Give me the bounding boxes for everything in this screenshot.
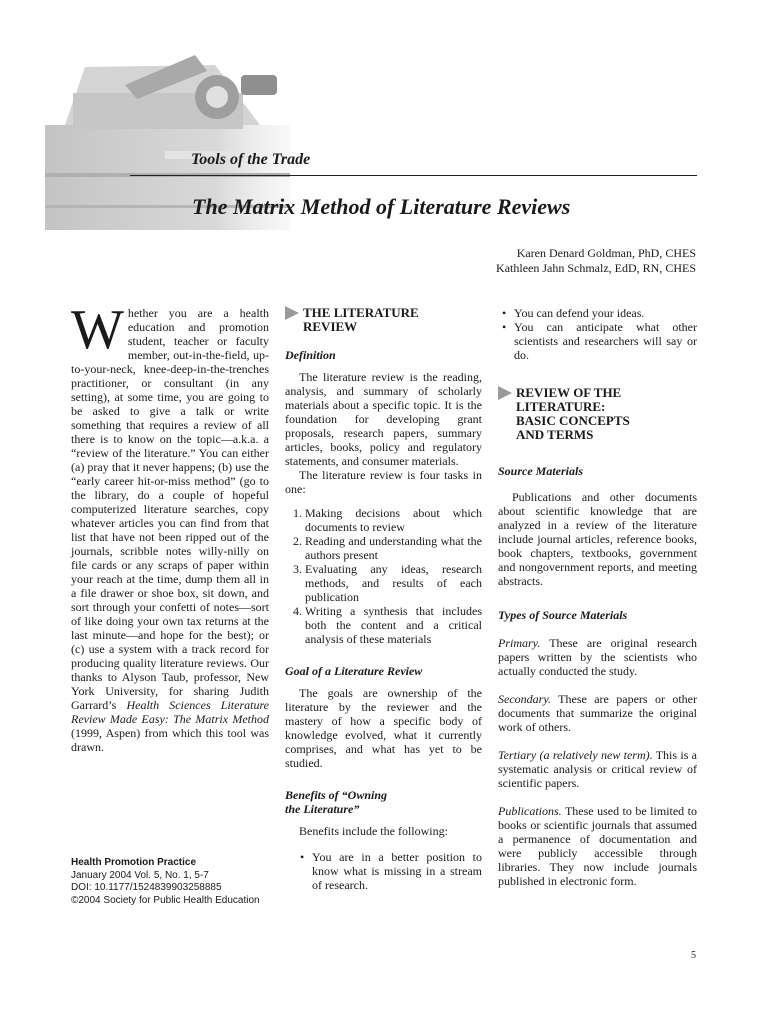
triangle-marker-icon [285, 306, 299, 320]
author-list [496, 246, 696, 276]
definition-text: These used to be limited to books or scientific journals that assumed a permanence of documentation and were publicly accessible through libraries. They now include journals published in electronic form. [498, 804, 697, 888]
term: Primary. [498, 636, 541, 650]
column-3 [498, 306, 697, 888]
goal-paragraph: The goals are ownership of the literature by the reviewer and the mastery of how a specific body of knowledge evolved, what it currently comprises, and what has yet to be studied. [285, 686, 482, 770]
article-title: The Matrix Method of Literature Reviews [192, 194, 571, 219]
term: Tertiary (a relatively new term). [498, 748, 653, 762]
primary-paragraph [498, 636, 697, 678]
journal-info [71, 857, 260, 907]
list-item: 3. Evaluating any ideas, research methods, and results of each publication [305, 562, 482, 604]
book-title: Health Sciences Literature Review Made Easy: The Matrix Method [71, 698, 269, 726]
benefits-list-continued [498, 306, 697, 362]
journal-name: Health Promotion Practice [71, 857, 197, 868]
header-rule [130, 175, 697, 176]
drop-cap: W [71, 299, 124, 361]
author-name: Kathleen Jahn Schmalz, EdD, RN, CHES [496, 261, 696, 275]
term: Secondary. [498, 692, 551, 706]
section-heading [498, 386, 697, 442]
definition-text: This is a systematic analysis or critical review of scientific papers. [498, 748, 697, 790]
definition-paragraph: The literature review is the reading, analysis, and summary of scholarly materials about a specific topic. It is the foundation for developing grant proposals, research papers, summary articles, books, policy and regulatory statements, and consumer materials. [285, 370, 482, 468]
benefits-list [285, 850, 482, 892]
subheading-line: Benefits of “Owning [285, 788, 388, 802]
page-number: 5 [691, 950, 696, 961]
tasks-list [285, 506, 482, 646]
triangle-marker-icon [498, 386, 512, 400]
journal-copyright: ©2004 Society for Public Health Education [71, 894, 260, 906]
list-item: 1. Making decisions about which documents to review [305, 506, 482, 534]
subheading-source-materials: Source Materials [498, 464, 584, 478]
source-paragraph: Publications and other documents about scientific knowledge that are analyzed in a review of the literature include journal articles, reference books, book chapters, textbooks, government and nongovernment reports, and meeting abstracts. [498, 490, 697, 588]
subheading-line: the Literature” [285, 802, 360, 816]
subheading-benefits [285, 788, 482, 816]
secondary-paragraph [498, 692, 697, 734]
subheading-types: Types of Source Materials [498, 608, 628, 622]
list-item: 2. Reading and understanding what the authors present [305, 534, 482, 562]
list-item: 4. Writing a synthesis that includes both the content and a critical analysis of these materials [305, 604, 482, 646]
list-item: • You can anticipate what other scientists and researchers will say or do. [514, 320, 697, 362]
section-label: Tools of the Trade [191, 151, 311, 168]
publications-paragraph [498, 804, 697, 888]
list-item: • You are in a better position to know what is missing in a stream of research. [312, 850, 482, 892]
tasks-intro: The literature review is four tasks in one: [285, 468, 482, 496]
column-1 [71, 299, 269, 754]
term: Publications. [498, 804, 562, 818]
heading-line: BASIC CONCEPTS [516, 413, 630, 428]
list-item: • You can defend your ideas. [514, 306, 697, 320]
heading-line: REVIEW [303, 319, 358, 334]
heading-line: LITERATURE: [516, 399, 606, 414]
journal-issue: January 2004 Vol. 5, No. 1, 5-7 [71, 869, 209, 881]
definition-text: These are original research papers written by the scientists who actually conducted the study. [498, 636, 697, 678]
heading-line: AND TERMS [516, 427, 594, 442]
author-name: Karen Denard Goldman, PhD, CHES [516, 246, 696, 260]
heading-line: THE LITERATURE [303, 305, 419, 320]
intro-paragraph [71, 299, 269, 754]
tertiary-paragraph [498, 748, 697, 790]
section-heading [285, 306, 482, 334]
journal-doi: DOI: 10.1177/1524839903258885 [71, 882, 222, 893]
subheading-definition: Definition [285, 348, 336, 362]
intro-text: hether you are a health education and promotion student, teacher or faculty member, out-in-the-field, up-to-your-neck, knee-deep-in-the-trenches practitioner, or consultant (in any setting), at some time, you are going to be asked to give a talk or write something that requires a review of all there is to know on the topic—a.k.a. a “review of the literature.” You can either (a) pray that it never happens; (b) use the “early career hit-or-miss method” (go to the library, do a couple of hopeful computerized literature searches, copy whatever articles you can find from that list that have not been ripped out of the journals, scribble notes willy-nilly on file cards or any scraps of paper within your reach at the time, dump them all in a file drawer or shoe box, sit down, and sort through your confetti of notes—sort of like doing your own tax returns at the last minute—and hope for the best); or (c) use a system with a track record for producing quality literature reviews. Our thanks to Alyson Taub, professor, New York University, for sharing Judith Garrard’s [71, 306, 269, 712]
subheading-goal: Goal of a Literature Review [285, 664, 423, 678]
intro-text-end: (1999, Aspen) from which this tool was drawn. [71, 726, 269, 754]
column-2 [285, 306, 482, 892]
heading-line: REVIEW OF THE [516, 385, 622, 400]
definition-text: These are papers or other documents that summarize the original work of others. [498, 692, 697, 734]
benefits-intro: Benefits include the following: [299, 824, 448, 838]
